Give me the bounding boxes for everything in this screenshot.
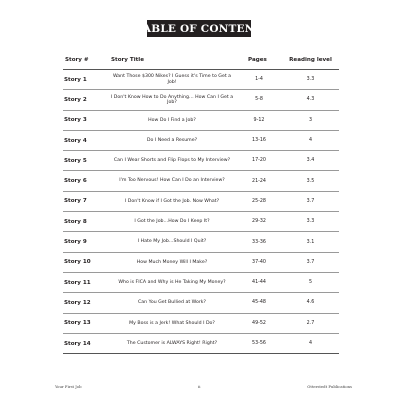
table-row [63,252,339,272]
story-title: Can You Get Bullied at Work? [108,293,236,313]
story-title: I Got the Job…How Do I Keep It? [108,212,236,232]
story-number: Story 7 [63,191,108,211]
story-reading-level: 3.3 [282,70,339,90]
table-row [63,212,339,232]
story-reading-level: 4.6 [282,293,339,313]
story-number: Story 13 [63,313,108,333]
story-pages: 5-8 [236,90,282,110]
story-reading-level: 3 [282,110,339,130]
story-number: Story 5 [63,151,108,171]
story-reading-level: 3.5 [282,171,339,191]
story-number: Story 4 [63,130,108,150]
story-number: Story 1 [63,70,108,90]
footer-page-number: ii [198,384,201,389]
story-number: Story 14 [63,333,108,353]
title-banner [135,20,263,37]
story-title: I'm Too Nervous! How Can I Do an Interview? [108,171,236,191]
story-number: Story 2 [63,90,108,110]
story-title: Who is FICA and Why is He Taking My Money? [108,272,236,292]
column-header-title: Story Title [108,50,236,70]
story-reading-level: 2.7 [282,313,339,333]
header-row [63,50,339,70]
story-reading-level: 3.4 [282,151,339,171]
table-row [63,333,339,353]
story-pages: 21-24 [236,171,282,191]
story-pages: 29-32 [236,212,282,232]
story-title: The Customer is ALWAYS Right! Right? [108,333,236,353]
story-title: I Don't Know How to Do Anything… How Can I Get a Job? [108,90,236,110]
story-pages: 33-36 [236,232,282,252]
story-number: Story 12 [63,293,108,313]
story-number: Story 11 [63,272,108,292]
story-number: Story 6 [63,171,108,191]
table-row [63,191,339,211]
story-pages: 1-4 [236,70,282,90]
story-pages: 13-16 [236,130,282,150]
story-reading-level: 3.7 [282,252,339,272]
footer-book-title: Your First Job [55,384,82,389]
story-pages: 49-52 [236,313,282,333]
story-title: Want Those $300 Nikes? I Guess it's Time to Get a Job! [108,70,236,90]
story-reading-level: 5 [282,272,339,292]
story-number: Story 10 [63,252,108,272]
table-row [63,110,339,130]
story-number: Story 3 [63,110,108,130]
story-number: Story 9 [63,232,108,252]
story-pages: 41-44 [236,272,282,292]
table-row [63,313,339,333]
column-header-story: Story # [63,50,108,70]
story-pages: 9-12 [236,110,282,130]
column-header-pages: Pages [236,50,282,70]
story-pages: 17-20 [236,151,282,171]
story-pages: 37-40 [236,252,282,272]
story-title: How Much Money Will I Make? [108,252,236,272]
table-of-contents [63,50,339,354]
table-row [63,70,339,90]
table-row [63,293,339,313]
footer-publisher: Otterstedt Publications [307,384,352,389]
story-title: I Hate My Job…Should I Quit? [108,232,236,252]
table-row [63,232,339,252]
table-row [63,171,339,191]
story-title: How Do I Find a Job? [108,110,236,130]
page-title: TABLE OF CONTENT [135,22,263,35]
story-reading-level: 3.1 [282,232,339,252]
table-row [63,272,339,292]
story-pages: 53-56 [236,333,282,353]
story-reading-level: 4 [282,130,339,150]
story-reading-level: 3.3 [282,212,339,232]
column-header-reading-level: Reading level [282,50,339,70]
story-reading-level: 4 [282,333,339,353]
story-reading-level: 3.7 [282,191,339,211]
story-title: My Boss is a Jerk! What Should I Do? [108,313,236,333]
table-row [63,130,339,150]
table-row [63,90,339,110]
story-reading-level: 4.3 [282,90,339,110]
story-number: Story 8 [63,212,108,232]
story-title: Can I Wear Shorts and Flip Flops to My Interview? [108,151,236,171]
story-title: I Don't Know if I Got the Job. Now What? [108,191,236,211]
story-pages: 45-48 [236,293,282,313]
table-row [63,151,339,171]
story-pages: 25-28 [236,191,282,211]
story-title: Do I Need a Resume? [108,130,236,150]
